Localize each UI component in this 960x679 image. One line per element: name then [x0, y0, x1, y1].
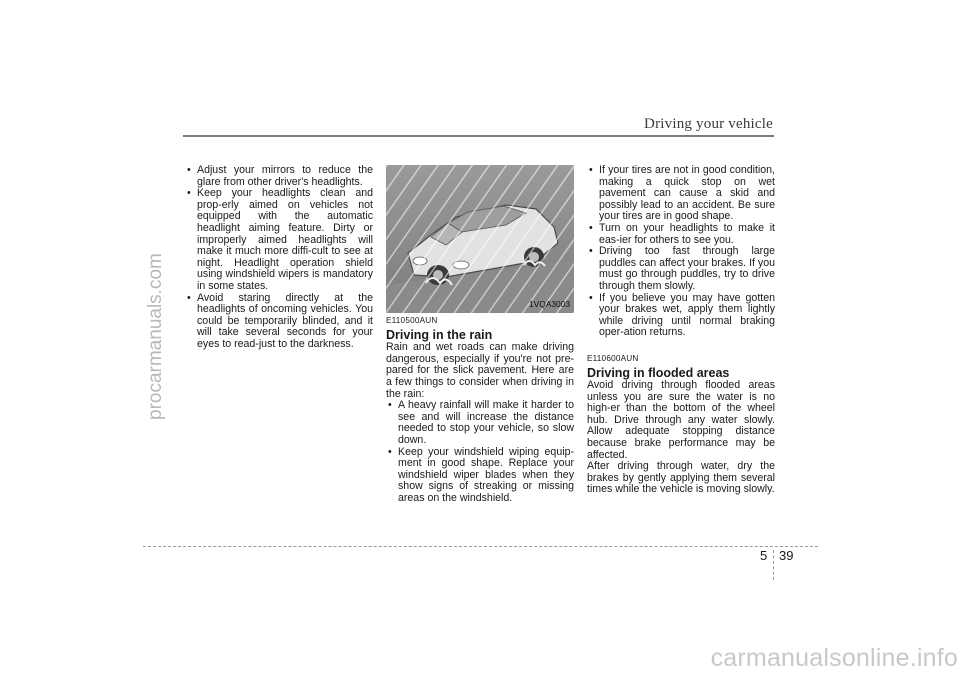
list-item: • Keep your headlights clean and prop-erly aimed on vehicles not equipped with the automatic headlight aiming feature. Dirty or improperly aimed headlights will make it much more diffi-cult to see at night. Headlight operation shield using windshield wipers is mandatory in some states. — [185, 188, 373, 292]
wet-driving-tips-list — [587, 165, 775, 339]
section-intro: Rain and wet roads can make driving dangerous, especially if you're not pre-pared for the slick pavement. Here are a few things to consider when driving in the rain: — [386, 341, 574, 400]
section-code: E110600AUN — [587, 353, 639, 363]
list-item: • Avoid staring directly at the headlights of oncoming vehicles. You could be temporarily blinded, and it will take several seconds for your eyes to read-just to the darkness. — [185, 293, 373, 351]
column-1 — [185, 165, 373, 351]
paragraph: Avoid driving through flooded areas unless you are sure the water is no high-er than the bottom of the wheel hub. Drive through any water slowly. Allow adequate stopping distance because brake performance may be affected. — [587, 379, 775, 461]
footer-divider — [773, 550, 774, 580]
column-3 — [587, 165, 775, 496]
list-item: • Keep your windshield wiping equip-ment in good shape. Replace your windshield wiper blades when they show signs of streaking or missing areas on the windshield. — [386, 447, 574, 505]
bottom-watermark: carmanualsonline.info — [710, 644, 958, 672]
list-item: • A heavy rainfall will make it harder to see and will increase the distance needed to stop your vehicle, so slow down. — [386, 400, 574, 446]
rain-car-illustration — [386, 165, 574, 313]
page-number: 39 — [779, 548, 794, 563]
column-2 — [386, 165, 574, 505]
list-item: • Adjust your mirrors to reduce the glare from other driver's headlights. — [185, 165, 373, 188]
figure-code: 1VQA3003 — [529, 299, 570, 310]
section-heading: Driving in the rain — [386, 327, 493, 342]
list-item: • If your tires are not in good condition, making a quick stop on wet pavement can cause a skid and possibly lead to an accident. Be sure your tires are in good shape. — [587, 165, 775, 223]
section-heading: Driving in flooded areas — [587, 365, 730, 380]
car-in-rain-image — [386, 165, 574, 313]
paragraph: After driving through water, dry the brakes by gently applying them several times while the vehicle is moving slowly. — [587, 460, 775, 496]
footer-rule — [143, 546, 818, 547]
glare-tips-list — [185, 165, 373, 351]
list-item: • If you believe you may have gotten your brakes wet, apply them lightly while driving until normal braking oper-ation returns. — [587, 293, 775, 339]
list-item: • Turn on your headlights to make it eas-ier for others to see you. — [587, 223, 775, 246]
side-watermark: procarmanuals.com — [145, 253, 166, 420]
header-rule — [183, 135, 774, 137]
section-number: 5 — [760, 548, 768, 563]
rain-tips-list — [386, 400, 574, 504]
running-header-title: Driving your vehicle — [644, 116, 773, 132]
list-item: • Driving too fast through large puddles can affect your brakes. If you must go through puddles, try to drive through them slowly. — [587, 246, 775, 292]
section-code: E110500AUN — [386, 316, 438, 325]
